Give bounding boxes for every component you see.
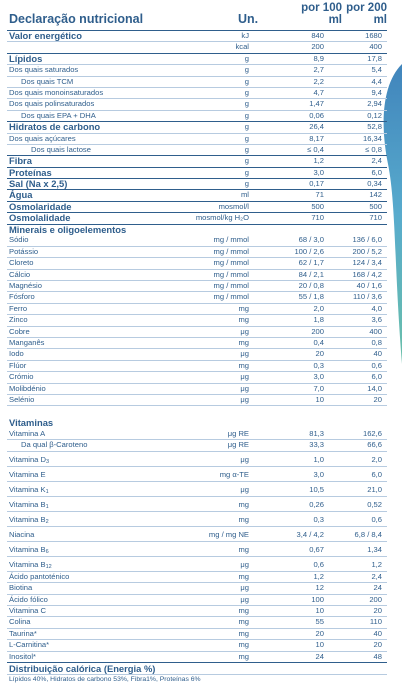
value-per-200ml: 124 / 3,4 — [352, 258, 382, 268]
value-per-200ml: 162,6 — [362, 429, 382, 439]
value-per-200ml: 0,8 — [371, 337, 382, 347]
value-per-100ml: 840 — [311, 31, 324, 40]
value-per-200ml: 1,34 — [367, 544, 382, 554]
nutrient-label: Dos quais monoinsaturados — [9, 87, 104, 97]
value-per-200ml: 400 — [369, 326, 382, 336]
value-per-100ml: 10 — [315, 394, 324, 404]
unit: mg / mmol — [213, 292, 249, 302]
value-per-200ml: 3,6 — [371, 315, 382, 325]
unit: mg — [238, 315, 249, 325]
value-per-200ml: 110 — [369, 617, 382, 627]
unit: kJ — [241, 31, 249, 40]
nutrient-label: Iodo — [9, 349, 24, 359]
value-per-200ml: 200 — [369, 594, 382, 604]
table-row — [7, 122, 387, 133]
value-per-100ml: 3,0 — [313, 167, 324, 177]
value-per-200ml: 16,34 — [362, 133, 382, 143]
nutrient-label: Vitamina A — [9, 429, 46, 439]
value-per-200ml: 2,0 — [371, 454, 382, 464]
table-row — [7, 99, 387, 110]
value-per-200ml: 710 — [369, 213, 382, 223]
value-per-200ml: 0,52 — [367, 499, 382, 509]
value-per-100ml: 2,0 — [313, 303, 324, 313]
table-row — [7, 304, 387, 315]
value-per-100ml: 26,4 — [309, 122, 324, 132]
table-row — [7, 617, 387, 628]
value-per-100ml: 55 / 1,8 — [298, 292, 324, 302]
value-per-100ml: 12 — [315, 583, 324, 593]
value-per-100ml: 1,0 — [313, 454, 324, 464]
nutrient-label: Manganês — [9, 337, 45, 347]
table-row — [7, 213, 387, 224]
table-row — [7, 145, 387, 156]
unit: g — [244, 87, 249, 97]
unit: g — [244, 156, 249, 166]
unit: μg — [240, 559, 249, 569]
unit: μg — [240, 454, 249, 464]
value-per-200ml: 66,6 — [367, 440, 382, 450]
unit: g — [244, 167, 249, 177]
value-per-200ml: 6,0 — [371, 372, 382, 382]
nutrient-label: Dos quais polinsaturados — [9, 99, 95, 109]
unit: g — [244, 65, 249, 75]
unit: μg — [240, 594, 249, 604]
table-row — [7, 349, 387, 360]
value-per-200ml: 20 — [373, 640, 382, 650]
nutrient-label: Vitamina $B_2$ — [9, 514, 49, 525]
nutrient-label: Fibra — [9, 155, 32, 167]
table-row — [7, 482, 387, 497]
per-100ml-header: por 100 ml — [301, 2, 342, 26]
nutrient-label: Cobre — [9, 326, 30, 336]
nutrient-label: Lípidos — [9, 52, 43, 64]
table-row — [7, 156, 387, 167]
value-per-200ml: 0,12 — [367, 110, 382, 120]
table-row — [7, 512, 387, 527]
nutrient-label: Vitamina $B_{12}$ — [9, 559, 52, 570]
value-per-200ml: 52,8 — [367, 122, 382, 132]
per-200ml-header: por 200 ml — [346, 2, 387, 26]
value-per-200ml: 6,0 — [371, 167, 382, 177]
unit: μg — [240, 326, 249, 336]
value-per-200ml: 1680 — [365, 31, 382, 40]
table-row — [7, 452, 387, 467]
value-per-100ml: 2,2 — [313, 76, 324, 86]
value-per-200ml: 4,4 — [371, 76, 382, 86]
nutrient-label: Vitamina $B_1$ — [9, 499, 49, 510]
nutrient-label: Niacina — [9, 529, 35, 539]
value-per-200ml: 9,4 — [371, 87, 382, 97]
nutrient-label: Osmolalidade — [9, 212, 71, 224]
nutrient-label: Dos quais TCM — [21, 76, 74, 86]
nutrient-label: Proteínas — [9, 166, 52, 178]
table-row — [7, 327, 387, 338]
value-per-100ml: 10 — [315, 606, 324, 616]
table-row — [7, 606, 387, 617]
vitamins-section-title: Vitaminas — [9, 417, 54, 429]
table-row — [7, 395, 387, 406]
value-per-100ml: 81,3 — [309, 429, 324, 439]
nutrient-label: Vitamina C — [9, 606, 47, 616]
value-per-100ml: 0,3 — [313, 360, 324, 370]
table-row — [7, 497, 387, 512]
unit: ml — [240, 190, 249, 200]
unit: μg — [240, 394, 249, 404]
value-per-200ml: 14,0 — [367, 383, 382, 393]
table-row — [7, 429, 387, 440]
nutrient-label: Molibdénio — [9, 383, 46, 393]
value-per-100ml: 10 — [315, 640, 324, 650]
table-header — [7, 0, 387, 31]
value-per-200ml: 17,8 — [367, 53, 382, 63]
value-per-100ml: 7,0 — [313, 383, 324, 393]
nutrient-label: Inositol* — [9, 651, 37, 661]
value-per-100ml: 1,8 — [313, 315, 324, 325]
nutrient-label: Cálcio — [9, 269, 31, 279]
value-per-100ml: 100 / 2,6 — [294, 246, 324, 256]
nutrient-label: Vitamina E — [9, 469, 46, 479]
unit: mg — [238, 303, 249, 313]
unit: mosmol/kg H₂O — [195, 213, 249, 223]
nutrient-label: Biotina — [9, 583, 33, 593]
value-per-100ml: 20 — [315, 349, 324, 359]
minerals-section-title: Minerais e oligoelementos — [9, 223, 127, 235]
unit: μg — [240, 383, 249, 393]
value-per-100ml: 4,7 — [313, 87, 324, 97]
unit: μg — [240, 484, 249, 494]
table-row — [7, 629, 387, 640]
table-row — [7, 65, 387, 76]
nutrient-label: Água — [9, 189, 33, 201]
value-per-100ml: 10,5 — [309, 484, 324, 494]
unit: μg — [240, 372, 249, 382]
nutrient-label: Taurina* — [9, 628, 37, 638]
value-per-100ml: 100 — [311, 594, 324, 604]
nutrient-label: Ácido pantoténico — [9, 571, 70, 581]
value-per-100ml: 1,47 — [309, 99, 324, 109]
value-per-100ml: 33,3 — [309, 440, 324, 450]
table-row — [7, 440, 387, 451]
table-row — [7, 372, 387, 383]
table-row — [7, 338, 387, 349]
value-per-100ml: 24 — [315, 651, 324, 661]
nutrition-table — [7, 0, 387, 685]
value-per-100ml: 2,7 — [313, 65, 324, 75]
unit: mg — [238, 571, 249, 581]
value-per-200ml: 168 / 4,2 — [352, 269, 382, 279]
table-row — [7, 527, 387, 542]
table-row — [7, 640, 387, 651]
unit: mg / mmol — [213, 235, 249, 245]
table-row — [7, 270, 387, 281]
table-row — [7, 315, 387, 326]
nutrient-label: Selénio — [9, 394, 35, 404]
value-per-100ml: 0,67 — [309, 544, 324, 554]
value-per-200ml: 6,8 / 8,4 — [354, 529, 382, 539]
unit: mg α-TE — [219, 469, 249, 479]
nutrient-label: Cloreto — [9, 258, 34, 268]
value-per-100ml: 3,0 — [313, 372, 324, 382]
value-per-200ml: 24 — [373, 583, 382, 593]
value-per-200ml: 5,4 — [371, 65, 382, 75]
unit: mg — [238, 360, 249, 370]
unit: mg / mmol — [213, 246, 249, 256]
unit: mg — [238, 544, 249, 554]
value-per-200ml: 136 / 6,0 — [352, 235, 382, 245]
value-per-100ml: 1,2 — [313, 156, 324, 166]
vitamins-list — [7, 429, 387, 663]
nutrient-label: Dos quais EPA + DHA — [21, 110, 96, 120]
unit: mg — [238, 606, 249, 616]
table-row — [7, 179, 387, 190]
nutrient-label: Magnésio — [9, 281, 42, 290]
value-per-100ml: 200 — [311, 42, 324, 52]
value-per-200ml: 1,2 — [371, 559, 382, 569]
value-per-200ml: 4,0 — [371, 303, 382, 313]
value-per-200ml: 400 — [369, 42, 382, 52]
unit: μg — [240, 349, 249, 359]
value-per-200ml: 200 / 5,2 — [352, 246, 382, 256]
unit: g — [244, 122, 249, 132]
table-row — [7, 31, 387, 42]
value-per-100ml: 55 — [315, 617, 324, 627]
table-row — [7, 595, 387, 606]
unit-column-header: Un. — [238, 12, 259, 26]
nutrient-label: Dos quais saturados — [9, 65, 79, 75]
table-row — [7, 54, 387, 65]
nutrient-label: Fósforo — [9, 292, 35, 302]
unit: g — [244, 76, 249, 86]
value-per-200ml: 500 — [369, 201, 382, 211]
unit: g — [244, 179, 249, 189]
unit: μg RE — [227, 429, 249, 439]
value-per-100ml: 20 / 0,8 — [298, 281, 324, 290]
value-per-100ml: 8,17 — [309, 133, 324, 143]
value-per-200ml: 21,0 — [367, 484, 382, 494]
table-row — [7, 77, 387, 88]
value-per-100ml: 0,4 — [313, 337, 324, 347]
nutrient-label: Da qual β-Caroteno — [21, 440, 88, 450]
value-per-100ml: 0,6 — [313, 559, 324, 569]
nutrient-label: Ferro — [9, 303, 28, 313]
nutrient-label: L-Carnitina* — [9, 640, 50, 650]
value-per-100ml: 0,26 — [309, 499, 324, 509]
table-row — [7, 258, 387, 269]
nutrient-label: Potássio — [9, 246, 39, 256]
table-row — [7, 281, 387, 292]
value-per-200ml: 40 — [373, 349, 382, 359]
value-per-200ml: 142 — [369, 190, 382, 200]
table-row — [7, 557, 387, 572]
table-row — [7, 235, 387, 246]
nutrient-label: Vitamina $D_3$ — [9, 454, 50, 465]
unit: mg / mg NE — [208, 529, 249, 539]
unit: kcal — [235, 42, 249, 52]
table-row — [7, 583, 387, 594]
unit: mg / mmol — [213, 258, 249, 268]
nutrient-label: Hidratos de carbono — [9, 121, 101, 133]
value-per-100ml: 500 — [311, 201, 324, 211]
unit: mg — [238, 628, 249, 638]
unit: g — [244, 110, 249, 120]
nutrient-label: Crómio — [9, 372, 34, 382]
value-per-200ml: 2,4 — [371, 156, 382, 166]
nutrient-label: Flúor — [9, 360, 27, 370]
table-row — [7, 88, 387, 99]
nutrient-label: Dos quais lactose — [31, 144, 91, 154]
value-per-200ml: 110 / 3,6 — [353, 292, 382, 302]
unit: g — [244, 144, 249, 154]
nutrient-label: Dos quais açúcares — [9, 133, 76, 143]
table-row — [7, 134, 387, 145]
nutrient-label: Ácido fólico — [9, 594, 48, 604]
nutrient-label: Sódio — [9, 235, 29, 245]
value-per-200ml: 6,0 — [371, 469, 382, 479]
table-row — [7, 292, 387, 303]
unit: g — [244, 133, 249, 143]
value-per-200ml: 40 — [373, 628, 382, 638]
nutrient-label: Sal (Na x 2,5) — [9, 178, 68, 190]
value-per-200ml: 48 — [373, 651, 382, 661]
nutrient-label: Valor energético — [9, 30, 82, 41]
value-per-200ml: 40 / 1,6 — [356, 281, 382, 290]
value-per-100ml: 200 — [311, 326, 324, 336]
value-per-100ml: 68 / 3,0 — [298, 235, 324, 245]
unit: mg / mmol — [213, 281, 249, 290]
nutrient-label: Vitamina $B_6$ — [9, 544, 49, 555]
table-row — [7, 361, 387, 372]
main-nutrients — [7, 31, 387, 225]
caloric-distribution-text: Lípidos 40%, Hidratos de carbono 53%, Fibra1%, Proteínas 6% — [9, 676, 201, 683]
value-per-100ml: 20 — [315, 628, 324, 638]
value-per-100ml: 71 — [315, 190, 324, 200]
unit: mg — [238, 617, 249, 627]
value-per-200ml: 0,6 — [371, 360, 382, 370]
unit: g — [244, 99, 249, 109]
unit: mg — [238, 337, 249, 347]
table-row — [7, 384, 387, 395]
minerals-list — [7, 235, 387, 406]
unit: mg / mmol — [213, 269, 249, 279]
value-per-100ml: 8,9 — [313, 53, 324, 63]
value-per-100ml: 0,3 — [313, 514, 324, 524]
nutrient-label: Vitamina $K_1$ — [9, 484, 49, 495]
unit: mg — [238, 640, 249, 650]
value-per-100ml: 0,06 — [309, 110, 324, 120]
value-per-100ml: ≤ 0,4 — [307, 144, 324, 154]
value-per-200ml: ≤ 0,8 — [365, 144, 382, 154]
unit: mg — [238, 651, 249, 661]
table-row — [7, 572, 387, 583]
unit: g — [244, 53, 249, 63]
table-row — [7, 467, 387, 482]
value-per-200ml: 0,6 — [371, 514, 382, 524]
value-per-100ml: 710 — [311, 213, 324, 223]
value-per-100ml: 0,17 — [309, 179, 324, 189]
unit: mg — [238, 514, 249, 524]
unit: μg — [240, 583, 249, 593]
table-row — [7, 247, 387, 258]
value-per-100ml: 84 / 2,1 — [298, 269, 324, 279]
value-per-200ml: 20 — [373, 606, 382, 616]
nutrient-label: Osmolaridade — [9, 200, 72, 212]
value-per-200ml: 20 — [373, 394, 382, 404]
table-title: Declaração nutricional — [9, 12, 144, 26]
value-per-100ml: 62 / 1,7 — [298, 258, 324, 268]
value-per-100ml: 3,0 — [313, 469, 324, 479]
table-row — [7, 652, 387, 663]
unit: mosmol/l — [218, 201, 249, 211]
nutrient-label: Zinco — [9, 315, 28, 325]
value-per-100ml: 1,2 — [313, 571, 324, 581]
table-row — [7, 42, 387, 53]
value-per-200ml: 2,94 — [367, 99, 382, 109]
value-per-200ml: 0,34 — [367, 179, 382, 189]
unit: mg — [238, 499, 249, 509]
caloric-distribution-title: Distribuição calórica (Energia %) — [7, 663, 387, 675]
unit: μg RE — [227, 440, 249, 450]
nutrient-label: Colina — [9, 617, 31, 627]
value-per-200ml: 2,4 — [371, 571, 382, 581]
value-per-100ml: 3,4 / 4,2 — [296, 529, 324, 539]
table-row — [7, 542, 387, 557]
